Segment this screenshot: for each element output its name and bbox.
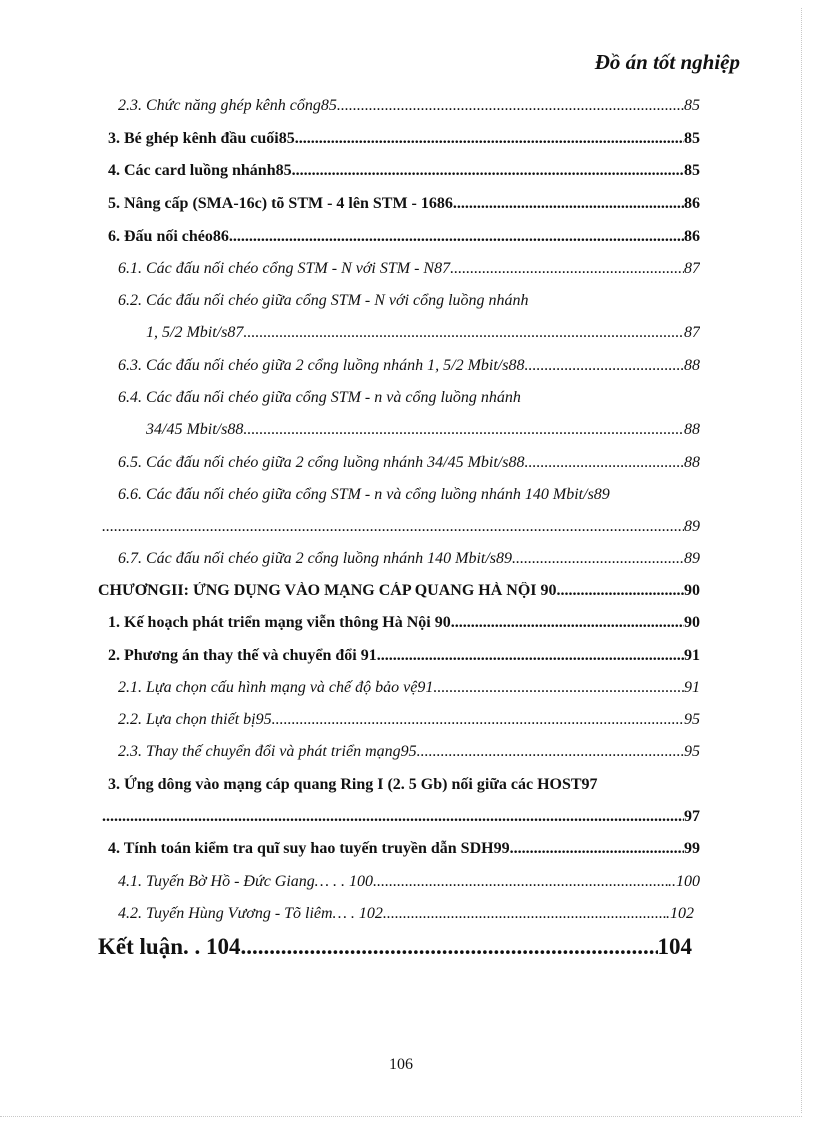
toc-entry[interactable]: ..... 89 [102,518,700,536]
toc-entry[interactable]: 6.1. Các đấu nối chéo cổng STM - N với STM - N87 ..... 87 [118,260,700,278]
toc-entry-conclusion[interactable]: Kết luận. . 104 ..... 104 [98,934,692,960]
toc-entry[interactable]: 2.3. Chức năng ghép kênh cổng85 ..... 85 [118,97,700,115]
toc-entry[interactable]: 2.2. Lựa chọn thiết bị95 ..... 95 [118,711,700,729]
toc-entry-wrapped[interactable]: 6.2. Các đấu nối chéo giữa cổng STM - N với cổng luồng nhánh [118,292,529,309]
page-number: 106 [389,1056,413,1073]
toc-entry[interactable]: 2.1. Lựa chọn cấu hình mạng và chế độ bảo vệ91 ..... 91 [118,679,700,697]
toc-entry[interactable]: 4. Tính toán kiểm tra quĩ suy hao tuyến truyền dẫn SDH99 ..... 99 [108,840,700,858]
toc-entry[interactable]: 6.3. Các đấu nối chéo giữa 2 cổng luồng nhánh 1, 5/2 Mbit/s88 ..... 88 [118,357,700,375]
page-border-right [801,8,802,1113]
toc-entry[interactable]: 4. Các card luồng nhánh85 ..... 85 [108,162,700,180]
page-border-bottom [0,1116,802,1117]
toc-entry[interactable]: 5. Nâng cấp (SMA-16c) tõ STM - 4 lên STM - 1686 ..... 86 [108,195,700,213]
toc-entry[interactable]: 1. Kế hoạch phát triển mạng viễn thông Hà Nội 90 ..... 90 [108,614,700,632]
toc-entry[interactable]: 1, 5/2 Mbit/s87 ..... 87 [146,324,700,342]
toc-entry-wrapped[interactable]: 3. Ứng dông vào mạng cáp quang Ring I (2. 5 Gb) nối giữa các HOST97 [108,776,598,793]
toc-entry[interactable]: ..... 97 [102,808,700,826]
toc-entry[interactable]: 2.3. Thay thế chuyển đổi và phát triển mạng95 ..... 95 [118,743,700,761]
toc-entry-wrapped[interactable]: 6.4. Các đấu nối chéo giữa cổng STM - n và cổng luồng nhánh [118,389,521,406]
toc-entry[interactable]: 4.2. Tuyến Hùng Vương - Tõ liêm… . 102 ..... .102 [118,905,694,923]
toc-entry[interactable]: 6. Đấu nối chéo86 ..... 86 [108,228,700,246]
toc-entry[interactable]: 4.1. Tuyến Bờ Hồ - Đức Giang… . . 100 ..... ..100 [118,873,700,891]
toc-entry-chapter[interactable]: CHƯƠNGII: ỨNG DỤNG VÀO MẠNG CÁP QUANG HÀ NỘI 90 ..... 90 [98,582,700,600]
toc-entry[interactable]: 3. Bé ghép kênh đầu cuối85 ..... 85 [108,130,700,148]
toc-entry[interactable]: 6.5. Các đấu nối chéo giữa 2 cổng luồng nhánh 34/45 Mbit/s88 ..... 88 [118,454,700,472]
toc-entry[interactable]: 6.7. Các đấu nối chéo giữa 2 cổng luồng nhánh 140 Mbit/s89 ..... 89 [118,550,700,568]
toc-entry[interactable]: 2. Phương án thay thế và chuyển đổi 91 ..... 91 [108,647,700,665]
toc-entry-wrapped[interactable]: 6.6. Các đấu nối chéo giữa cổng STM - n và cổng luồng nhánh 140 Mbit/s89 [118,486,610,503]
toc-entry[interactable]: 34/45 Mbit/s88 ..... 88 [146,421,700,439]
header-title: Đồ án tốt nghiệp [594,50,740,74]
